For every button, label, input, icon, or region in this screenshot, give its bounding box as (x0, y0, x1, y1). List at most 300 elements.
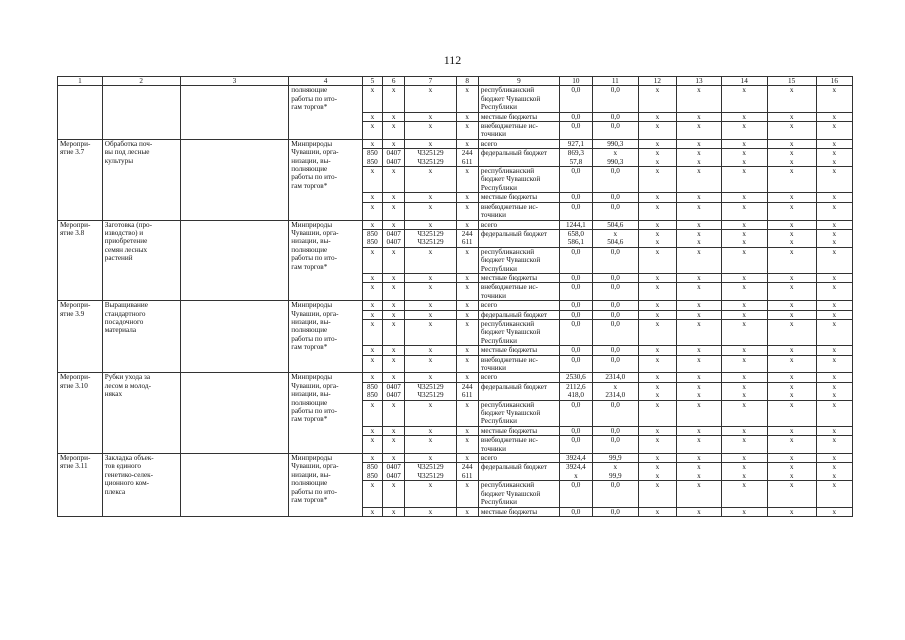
section-code: 0407 0407 (382, 382, 404, 400)
target-article-code: x (405, 436, 456, 454)
value-col13: x (677, 507, 722, 516)
value-col14: x (721, 355, 767, 373)
section-code: x (382, 273, 404, 282)
target-article-code: x (405, 507, 456, 516)
measure-name: Выращивание стандартного посадочного материала (102, 301, 180, 373)
value-col16: x (816, 202, 852, 220)
column-number-header: 4 (289, 77, 363, 86)
value-col15: x (767, 454, 816, 463)
grbs-code: x (362, 193, 382, 202)
funding-source: внебюджетные ис- точники (478, 436, 559, 454)
section-code: x (382, 346, 404, 355)
value-col15: x (767, 167, 816, 193)
value-col15: x (767, 355, 816, 373)
value-col13: x (677, 139, 722, 148)
target-article-code: x (405, 426, 456, 435)
value-col10: 0,0 (559, 436, 592, 454)
funding-source: местные бюджеты (478, 507, 559, 516)
funding-source: федеральный бюджет (478, 229, 559, 247)
measure-name: Рубки ухода за лесом в молод- няках (102, 373, 180, 454)
target-article-code: x (405, 193, 456, 202)
grbs-code: x (362, 247, 382, 273)
value-col14: x (721, 346, 767, 355)
funding-source: республиканский бюджет Чувашской Республики (478, 481, 559, 507)
measure-id: Меропри- ятие 3.9 (58, 301, 103, 373)
grbs-code: x (362, 139, 382, 148)
value-col13: x (677, 436, 722, 454)
value-col13: x (677, 310, 722, 319)
value-col14: x (721, 319, 767, 345)
value-col10: 1244,1 (559, 220, 592, 229)
program-measures-table (57, 76, 853, 517)
section-code: x (382, 167, 404, 193)
value-col15: x (767, 426, 816, 435)
value-col11: 0,0 (592, 436, 638, 454)
value-col11: 0,0 (592, 481, 638, 507)
section-code: 0407 0407 (382, 463, 404, 481)
section-code: x (382, 220, 404, 229)
target-article-code: x (405, 220, 456, 229)
value-col15: x (767, 481, 816, 507)
measure-blank (180, 139, 289, 220)
value-col16: x (816, 346, 852, 355)
section-code: 0407 0407 (382, 149, 404, 167)
column-number-header: 6 (382, 77, 404, 86)
grbs-code: x (362, 310, 382, 319)
target-article-code: x (405, 273, 456, 282)
value-col16: x (816, 481, 852, 507)
value-col11: 0,0 (592, 355, 638, 373)
grbs-code: x (362, 426, 382, 435)
value-col13: x (677, 193, 722, 202)
responsible: полняющие работы по ито- гам торгов* (289, 86, 363, 139)
value-col15: x (767, 436, 816, 454)
value-col10: 0,0 (559, 319, 592, 345)
section-code: 0407 0407 (382, 229, 404, 247)
value-col10: 3924,4 (559, 454, 592, 463)
expense-type-code: x (456, 167, 478, 193)
table-row (58, 220, 853, 229)
value-col10: 3924,4 x (559, 463, 592, 481)
value-col12: x (638, 122, 676, 140)
value-col14: x (721, 400, 767, 426)
funding-source: внебюджетные ис- точники (478, 355, 559, 373)
value-col16: x (816, 310, 852, 319)
target-article-code: x (405, 139, 456, 148)
value-col14: x (721, 273, 767, 282)
target-article-code: Ч325129 Ч325129 (405, 229, 456, 247)
section-code: x (382, 193, 404, 202)
expense-type-code: x (456, 220, 478, 229)
expense-type-code: x (456, 373, 478, 382)
measure-id: Меропри- ятие 3.10 (58, 373, 103, 454)
value-col14: x (721, 454, 767, 463)
value-col15: x (767, 346, 816, 355)
target-article-code: x (405, 247, 456, 273)
value-col15: x (767, 301, 816, 310)
grbs-code: x (362, 373, 382, 382)
funding-source: местные бюджеты (478, 193, 559, 202)
value-col16: x (816, 247, 852, 273)
value-col11: 0,0 (592, 247, 638, 273)
value-col11: x 2314,0 (592, 382, 638, 400)
value-col14: x (721, 310, 767, 319)
value-col10: 0,0 (559, 167, 592, 193)
table-row (58, 373, 853, 382)
section-code: x (382, 283, 404, 301)
funding-source: всего (478, 139, 559, 148)
grbs-code: x (362, 122, 382, 140)
value-col16: x (816, 400, 852, 426)
target-article-code: x (405, 86, 456, 112)
section-code: x (382, 86, 404, 112)
expense-type-code: x (456, 301, 478, 310)
value-col16: x (816, 355, 852, 373)
value-col13: x (677, 355, 722, 373)
grbs-code: x (362, 301, 382, 310)
value-col16: x x (816, 149, 852, 167)
grbs-code: x (362, 283, 382, 301)
value-col14: x (721, 301, 767, 310)
value-col10: 658,0 586,1 (559, 229, 592, 247)
header-row (58, 77, 853, 86)
value-col14: x (721, 373, 767, 382)
funding-source: местные бюджеты (478, 112, 559, 121)
value-col12: x (638, 283, 676, 301)
target-article-code: x (405, 112, 456, 121)
value-col13: x (677, 167, 722, 193)
column-number-header: 14 (721, 77, 767, 86)
value-col13: x (677, 319, 722, 345)
value-col13: x (677, 202, 722, 220)
value-col16: x x (816, 382, 852, 400)
value-col12: x (638, 247, 676, 273)
value-col14: x x (721, 149, 767, 167)
section-code: x (382, 202, 404, 220)
funding-source: внебюджетные ис- точники (478, 202, 559, 220)
funding-source: местные бюджеты (478, 426, 559, 435)
value-col16: x (816, 112, 852, 121)
section-code: x (382, 301, 404, 310)
value-col11: 0,0 (592, 167, 638, 193)
value-col15: x (767, 319, 816, 345)
value-col16: x (816, 167, 852, 193)
value-col11: 0,0 (592, 301, 638, 310)
value-col13: x x (677, 229, 722, 247)
expense-type-code: x (456, 247, 478, 273)
value-col12: x x (638, 382, 676, 400)
value-col16: x x (816, 229, 852, 247)
target-article-code: Ч325129 Ч325129 (405, 463, 456, 481)
expense-type-code: 244 611 (456, 463, 478, 481)
expense-type-code: x (456, 355, 478, 373)
grbs-code: 850 850 (362, 149, 382, 167)
value-col14: x (721, 139, 767, 148)
grbs-code: x (362, 112, 382, 121)
column-number-header: 3 (180, 77, 289, 86)
section-code: x (382, 247, 404, 273)
target-article-code: x (405, 355, 456, 373)
measure-name: Обработка поч- вы под лесные культуры (102, 139, 180, 220)
funding-source: местные бюджеты (478, 346, 559, 355)
measure-blank (180, 454, 289, 517)
value-col11: 0,0 (592, 346, 638, 355)
grbs-code: 850 850 (362, 229, 382, 247)
value-col12: x (638, 167, 676, 193)
value-col15: x (767, 400, 816, 426)
expense-type-code: x (456, 310, 478, 319)
measure-blank (180, 373, 289, 454)
target-article-code: x (405, 373, 456, 382)
funding-source: федеральный бюджет (478, 382, 559, 400)
funding-source: республиканский бюджет Чувашской Республики (478, 247, 559, 273)
value-col12: x (638, 86, 676, 112)
value-col13: x (677, 426, 722, 435)
value-col16: x (816, 139, 852, 148)
expense-type-code: x (456, 454, 478, 463)
value-col10: 0,0 (559, 355, 592, 373)
value-col12: x (638, 454, 676, 463)
value-col11: 2314,0 (592, 373, 638, 382)
grbs-code: x (362, 202, 382, 220)
value-col12: x (638, 436, 676, 454)
value-col16: x (816, 283, 852, 301)
grbs-code: x (362, 400, 382, 426)
section-code: x (382, 507, 404, 516)
value-col15: x (767, 310, 816, 319)
value-col12: x (638, 319, 676, 345)
value-col14: x (721, 112, 767, 121)
target-article-code: x (405, 202, 456, 220)
target-article-code: x (405, 283, 456, 301)
funding-source: внебюджетные ис- точники (478, 283, 559, 301)
value-col15: x (767, 247, 816, 273)
section-code: x (382, 436, 404, 454)
value-col11: 0,0 (592, 273, 638, 282)
value-col12: x (638, 481, 676, 507)
value-col12: x (638, 220, 676, 229)
measure-name (102, 86, 180, 139)
value-col12: x (638, 202, 676, 220)
value-col13: x (677, 247, 722, 273)
value-col12: x x (638, 229, 676, 247)
measure-blank (180, 86, 289, 139)
value-col14: x (721, 481, 767, 507)
value-col12: x (638, 301, 676, 310)
value-col12: x (638, 426, 676, 435)
value-col14: x x (721, 229, 767, 247)
grbs-code: x (362, 436, 382, 454)
value-col11: 0,0 (592, 193, 638, 202)
expense-type-code: x (456, 112, 478, 121)
value-col12: x (638, 112, 676, 121)
value-col10: 0,0 (559, 426, 592, 435)
value-col16: x (816, 373, 852, 382)
value-col13: x (677, 220, 722, 229)
value-col15: x x (767, 149, 816, 167)
section-code: x (382, 355, 404, 373)
column-number-header: 16 (816, 77, 852, 86)
table-row (58, 454, 853, 463)
measure-id: Меропри- ятие 3.7 (58, 139, 103, 220)
value-col15: x (767, 193, 816, 202)
column-number-header: 2 (102, 77, 180, 86)
value-col10: 2112,6 418,0 (559, 382, 592, 400)
value-col13: x (677, 373, 722, 382)
column-number-header: 10 (559, 77, 592, 86)
grbs-code: x (362, 167, 382, 193)
value-col12: x (638, 507, 676, 516)
funding-source: республиканский бюджет Чувашской Республики (478, 400, 559, 426)
grbs-code: x (362, 220, 382, 229)
value-col14: x x (721, 382, 767, 400)
value-col16: x (816, 436, 852, 454)
value-col10: 0,0 (559, 346, 592, 355)
target-article-code: x (405, 319, 456, 345)
column-number-header: 8 (456, 77, 478, 86)
value-col12: x (638, 346, 676, 355)
column-number-header: 1 (58, 77, 103, 86)
value-col10: 927,1 (559, 139, 592, 148)
funding-source: всего (478, 220, 559, 229)
value-col16: x x (816, 463, 852, 481)
value-col15: x (767, 139, 816, 148)
value-col12: x (638, 355, 676, 373)
value-col10: 0,0 (559, 301, 592, 310)
value-col15: x (767, 373, 816, 382)
grbs-code: x (362, 355, 382, 373)
value-col15: x x (767, 229, 816, 247)
section-code: x (382, 112, 404, 121)
value-col14: x (721, 426, 767, 435)
expense-type-code: x (456, 283, 478, 301)
value-col13: x (677, 301, 722, 310)
grbs-code: 850 850 (362, 382, 382, 400)
section-code: x (382, 122, 404, 140)
value-col14: x (721, 436, 767, 454)
value-col11: 0,0 (592, 426, 638, 435)
responsible: Минприроды Чувашии, орга- низации, вы- полняющие работы по ито- гам торгов* (289, 220, 363, 301)
section-code: x (382, 481, 404, 507)
value-col10: 869,3 57,8 (559, 149, 592, 167)
value-col13: x (677, 400, 722, 426)
funding-source: федеральный бюджет (478, 149, 559, 167)
value-col15: x (767, 507, 816, 516)
value-col10: 0,0 (559, 400, 592, 426)
expense-type-code: x (456, 193, 478, 202)
value-col15: x (767, 283, 816, 301)
responsible: Минприроды Чувашии, орга- низации, вы- полняющие работы по ито- гам торгов* (289, 373, 363, 454)
value-col11: 504,6 (592, 220, 638, 229)
funding-source: местные бюджеты (478, 273, 559, 282)
grbs-code: x (362, 86, 382, 112)
value-col10: 0,0 (559, 247, 592, 273)
column-number-header: 15 (767, 77, 816, 86)
expense-type-code: 244 611 (456, 382, 478, 400)
expense-type-code: x (456, 481, 478, 507)
table-row (58, 86, 853, 112)
value-col14: x (721, 202, 767, 220)
column-number-header: 5 (362, 77, 382, 86)
value-col13: x x (677, 382, 722, 400)
target-article-code: x (405, 346, 456, 355)
value-col13: x (677, 122, 722, 140)
grbs-code: x (362, 319, 382, 345)
value-col10: 0,0 (559, 112, 592, 121)
column-number-header: 13 (677, 77, 722, 86)
grbs-code: x (362, 454, 382, 463)
value-col12: x (638, 400, 676, 426)
value-col13: x (677, 112, 722, 121)
target-article-code: x (405, 454, 456, 463)
target-article-code: x (405, 301, 456, 310)
value-col15: x (767, 122, 816, 140)
expense-type-code: x (456, 122, 478, 140)
value-col15: x (767, 273, 816, 282)
value-col12: x (638, 273, 676, 282)
value-col11: 0,0 (592, 202, 638, 220)
target-article-code: Ч325129 Ч325129 (405, 149, 456, 167)
measure-id: Меропри- ятие 3.11 (58, 454, 103, 517)
value-col14: x (721, 86, 767, 112)
value-col11: 0,0 (592, 310, 638, 319)
expense-type-code: x (456, 507, 478, 516)
value-col10: 2530,6 (559, 373, 592, 382)
value-col16: x (816, 193, 852, 202)
column-number-header: 11 (592, 77, 638, 86)
value-col15: x (767, 112, 816, 121)
measure-name: Закладка объек- тов единого генетико-селек- ционного ком- плекса (102, 454, 180, 517)
value-col15: x (767, 86, 816, 112)
section-code: x (382, 400, 404, 426)
value-col14: x (721, 122, 767, 140)
value-col11: x 504,6 (592, 229, 638, 247)
value-col15: x (767, 202, 816, 220)
value-col16: x (816, 122, 852, 140)
value-col16: x (816, 507, 852, 516)
expense-type-code: x (456, 436, 478, 454)
value-col16: x (816, 319, 852, 345)
grbs-code: x (362, 507, 382, 516)
funding-source: федеральный бюджет (478, 463, 559, 481)
value-col13: x (677, 481, 722, 507)
value-col10: 0,0 (559, 273, 592, 282)
value-col11: 0,0 (592, 112, 638, 121)
section-code: x (382, 426, 404, 435)
value-col11: 99,9 (592, 454, 638, 463)
value-col12: x x (638, 149, 676, 167)
value-col13: x (677, 86, 722, 112)
responsible: Минприроды Чувашии, орга- низации, вы- полняющие работы по ито- гам торгов* (289, 139, 363, 220)
value-col10: 0,0 (559, 122, 592, 140)
funding-source: внебюджетные ис- точники (478, 122, 559, 140)
value-col11: 0,0 (592, 122, 638, 140)
expense-type-code: x (456, 86, 478, 112)
funding-source: республиканский бюджет Чувашской Республики (478, 167, 559, 193)
value-col13: x x (677, 463, 722, 481)
value-col16: x (816, 220, 852, 229)
section-code: x (382, 373, 404, 382)
funding-source: всего (478, 454, 559, 463)
value-col15: x x (767, 463, 816, 481)
value-col12: x x (638, 463, 676, 481)
expense-type-code: 244 611 (456, 229, 478, 247)
value-col16: x (816, 86, 852, 112)
column-number-header: 7 (405, 77, 456, 86)
table-row (58, 301, 853, 310)
value-col14: x (721, 167, 767, 193)
value-col14: x x (721, 463, 767, 481)
